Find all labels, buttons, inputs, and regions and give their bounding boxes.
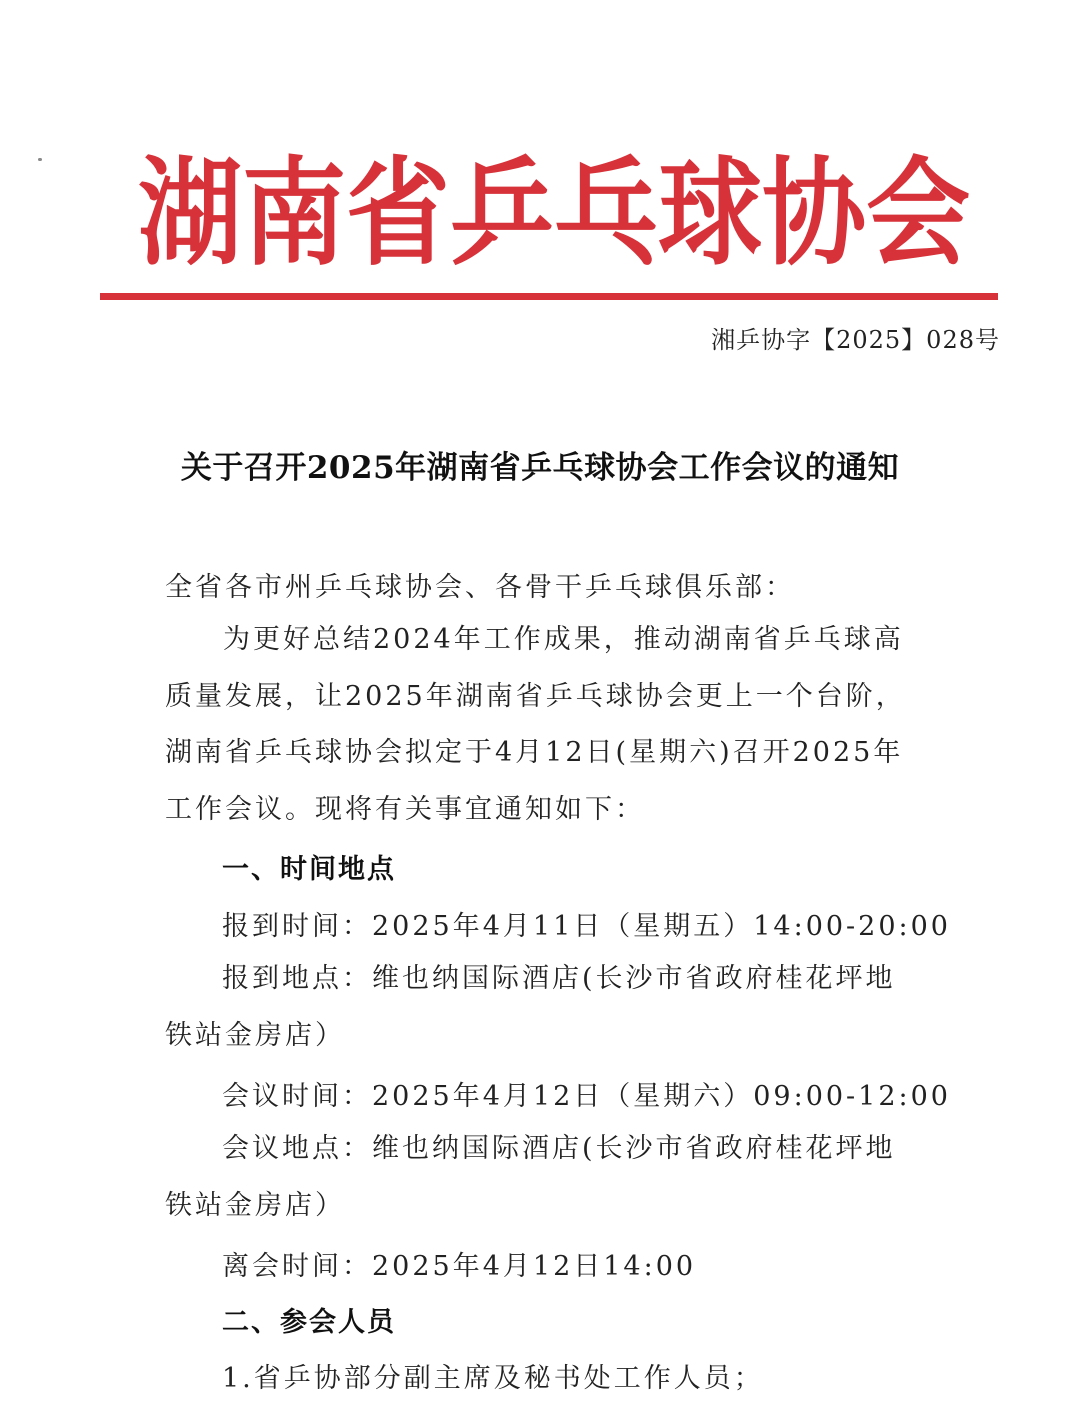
addressee: 全省各市州乒乓球协会、各骨干乒乓球俱乐部： [165, 572, 795, 603]
letterhead-char: 南 [242, 144, 347, 282]
section-heading-time-place: 一、时间地点 [222, 854, 396, 885]
meeting-place: 会议地点：维也纳国际酒店(长沙市省政府桂花坪地铁站金房店） [165, 1133, 896, 1221]
attendee-item-1: 1.省乒协部分副主席及秘书处工作人员； [222, 1363, 764, 1394]
letterhead-org-name [138, 138, 971, 288]
letterhead-char: 协 [762, 144, 867, 282]
notice-title: 关于召开2025年湖南省乒乓球协会工作会议的通知 [180, 450, 900, 486]
document-number: 湘乒协字【2025】028号 [711, 326, 1000, 354]
letterhead-char: 湖 [138, 144, 243, 282]
scan-speck [38, 158, 42, 161]
departure-time: 离会时间：2025年4月12日14:00 [222, 1251, 697, 1282]
letterhead-char: 乓 [554, 144, 659, 282]
checkin-place: 报到地点：维也纳国际酒店(长沙市省政府桂花坪地铁站金房店） [165, 963, 896, 1051]
letterhead-char: 会 [866, 144, 971, 282]
section-heading-attendees: 二、参会人员 [222, 1307, 396, 1338]
intro-paragraph: 为更好总结2024年工作成果，推动湖南省乒乓球高质量发展，让2025年湖南省乒乓球协会更上一个台阶，湖南省乒乓球协会拟定于4月12日(星期六)召开2025年工作会议。现将有关事宜通知如下： [165, 624, 906, 825]
letterhead-char: 乒 [450, 144, 555, 282]
meeting-time: 会议时间：2025年4月12日（星期六）09:00-12:00 [222, 1081, 951, 1112]
checkin-time: 报到时间：2025年4月11日（星期五）14:00-20:00 [222, 911, 951, 942]
letterhead-char: 省 [346, 144, 451, 282]
letterhead-red-rule [100, 293, 998, 300]
letterhead-char: 球 [658, 144, 763, 282]
